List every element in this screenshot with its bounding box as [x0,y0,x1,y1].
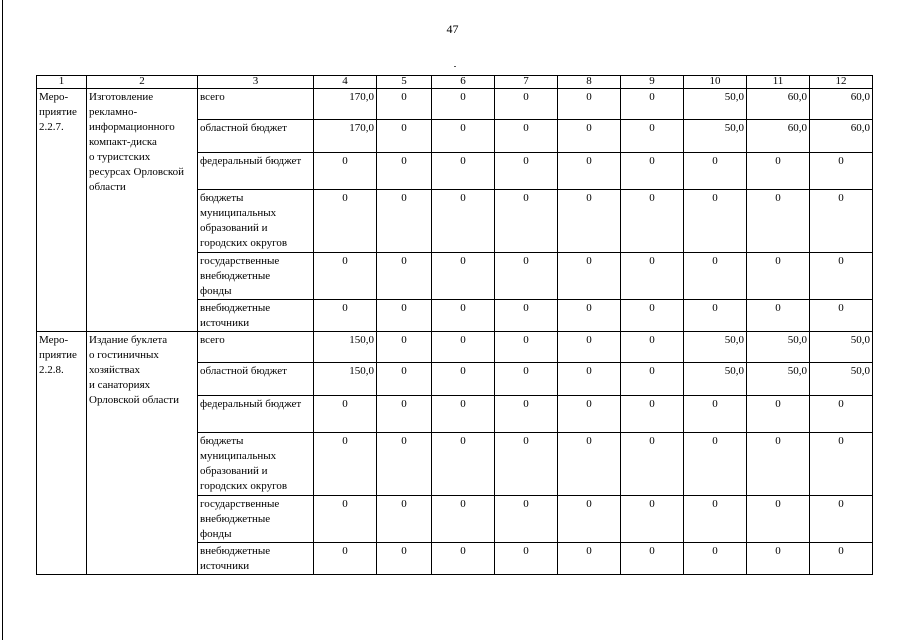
column-number-row [37,76,873,89]
value-cell: 0 [747,396,810,433]
value-cell: 0 [810,543,873,575]
value-cell: 0 [377,363,432,396]
value-cell: 50,0 [684,89,747,120]
value-cell: 0 [558,396,621,433]
funding-source: областной бюджет [198,363,314,396]
value-cell: 50,0 [810,332,873,363]
column-number-12: 12 [810,76,873,89]
funding-source: федеральный бюджет [198,153,314,190]
funding-source: областной бюджет [198,120,314,153]
value-cell: 50,0 [684,332,747,363]
value-cell: 0 [432,190,495,253]
value-cell: 0 [810,300,873,332]
value-cell: 0 [810,253,873,300]
scan-dot [454,66,456,67]
value-cell: 0 [377,120,432,153]
value-cell: 0 [432,433,495,496]
value-cell: 0 [558,433,621,496]
value-cell: 0 [558,120,621,153]
value-cell: 0 [432,543,495,575]
value-cell: 0 [377,89,432,120]
value-cell: 0 [558,332,621,363]
column-number-4: 4 [314,76,377,89]
value-cell: 0 [377,190,432,253]
value-cell: 0 [377,300,432,332]
value-cell: 0 [495,363,558,396]
value-cell: 60,0 [810,89,873,120]
funding-source: бюджеты муниципальных образований и городских округов [198,433,314,496]
column-number-3: 3 [198,76,314,89]
value-cell: 150,0 [314,332,377,363]
funding-source: всего [198,89,314,120]
value-cell: 0 [495,253,558,300]
value-cell: 0 [810,190,873,253]
table-body [37,76,873,575]
funding-source: всего [198,332,314,363]
value-cell: 0 [558,253,621,300]
value-cell: 60,0 [747,89,810,120]
value-cell: 0 [684,433,747,496]
value-cell: 0 [684,300,747,332]
value-cell: 0 [432,396,495,433]
value-cell: 0 [377,496,432,543]
value-cell: 0 [495,433,558,496]
value-cell: 0 [684,190,747,253]
column-number-10: 10 [684,76,747,89]
column-number-1: 1 [37,76,87,89]
value-cell: 0 [495,396,558,433]
value-cell: 0 [495,120,558,153]
value-cell: 0 [495,496,558,543]
value-cell: 0 [621,190,684,253]
value-cell: 0 [684,543,747,575]
value-cell: 0 [558,190,621,253]
value-cell: 60,0 [747,120,810,153]
value-cell: 0 [747,543,810,575]
funding-source: внебюджетные источники [198,300,314,332]
value-cell: 0 [621,496,684,543]
value-cell: 0 [432,496,495,543]
value-cell: 0 [495,300,558,332]
value-cell: 170,0 [314,89,377,120]
value-cell: 0 [684,496,747,543]
column-number-7: 7 [495,76,558,89]
value-cell: 0 [621,253,684,300]
value-cell: 0 [558,89,621,120]
value-cell: 0 [810,496,873,543]
value-cell: 0 [495,332,558,363]
value-cell: 0 [621,396,684,433]
value-cell: 0 [432,363,495,396]
value-cell: 0 [747,433,810,496]
value-cell: 0 [377,433,432,496]
value-cell: 0 [432,89,495,120]
column-number-6: 6 [432,76,495,89]
column-number-5: 5 [377,76,432,89]
value-cell: 0 [495,153,558,190]
value-cell: 0 [558,363,621,396]
value-cell: 0 [684,153,747,190]
value-cell: 0 [377,396,432,433]
value-cell: 0 [621,543,684,575]
measure-title: Издание буклета о гостиничных хозяйствах и санаториях Орловской области [87,332,198,575]
value-cell: 170,0 [314,120,377,153]
value-cell: 0 [621,332,684,363]
value-cell: 0 [495,190,558,253]
measure-title: Изготовление рекламно- информационного компакт-диска о туристских ресурсах Орловской области [87,89,198,332]
value-cell: 0 [621,153,684,190]
value-cell: 0 [314,190,377,253]
budget-table [36,75,873,575]
value-cell: 0 [747,496,810,543]
value-cell: 50,0 [684,363,747,396]
value-cell: 150,0 [314,363,377,396]
value-cell: 0 [558,153,621,190]
value-cell: 0 [432,253,495,300]
value-cell: 0 [810,433,873,496]
value-cell: 0 [558,496,621,543]
value-cell: 0 [810,396,873,433]
value-cell: 50,0 [684,120,747,153]
page-edge-rule [2,0,3,640]
value-cell: 0 [684,396,747,433]
value-cell: 50,0 [747,332,810,363]
funding-source: бюджеты муниципальных образований и городских округов [198,190,314,253]
value-cell: 0 [314,253,377,300]
column-number-2: 2 [87,76,198,89]
value-cell: 50,0 [810,363,873,396]
value-cell: 0 [810,153,873,190]
value-cell: 60,0 [810,120,873,153]
column-number-8: 8 [558,76,621,89]
value-cell: 50,0 [747,363,810,396]
value-cell: 0 [432,300,495,332]
value-cell: 0 [432,120,495,153]
value-cell: 0 [314,300,377,332]
value-cell: 0 [495,89,558,120]
value-cell: 0 [377,332,432,363]
funding-source: государственные внебюджетные фонды [198,253,314,300]
measure-code: Меро- приятие 2.2.8. [37,332,87,575]
value-cell: 0 [377,153,432,190]
value-cell: 0 [314,153,377,190]
value-cell: 0 [314,543,377,575]
table-row [37,332,873,363]
funding-source: государственные внебюджетные фонды [198,496,314,543]
value-cell: 0 [621,363,684,396]
column-number-9: 9 [621,76,684,89]
value-cell: 0 [377,543,432,575]
value-cell: 0 [314,433,377,496]
value-cell: 0 [432,153,495,190]
value-cell: 0 [747,190,810,253]
value-cell: 0 [747,153,810,190]
value-cell: 0 [684,253,747,300]
table-row [37,89,873,120]
value-cell: 0 [314,396,377,433]
value-cell: 0 [558,300,621,332]
value-cell: 0 [377,253,432,300]
funding-source: внебюджетные источники [198,543,314,575]
page-number: 47 [446,22,459,36]
column-number-11: 11 [747,76,810,89]
value-cell: 0 [558,543,621,575]
value-cell: 0 [314,496,377,543]
value-cell: 0 [747,253,810,300]
value-cell: 0 [495,543,558,575]
value-cell: 0 [621,89,684,120]
measure-code: Меро- приятие 2.2.7. [37,89,87,332]
value-cell: 0 [432,332,495,363]
value-cell: 0 [621,433,684,496]
funding-source: федеральный бюджет [198,396,314,433]
value-cell: 0 [621,120,684,153]
value-cell: 0 [621,300,684,332]
value-cell: 0 [747,300,810,332]
